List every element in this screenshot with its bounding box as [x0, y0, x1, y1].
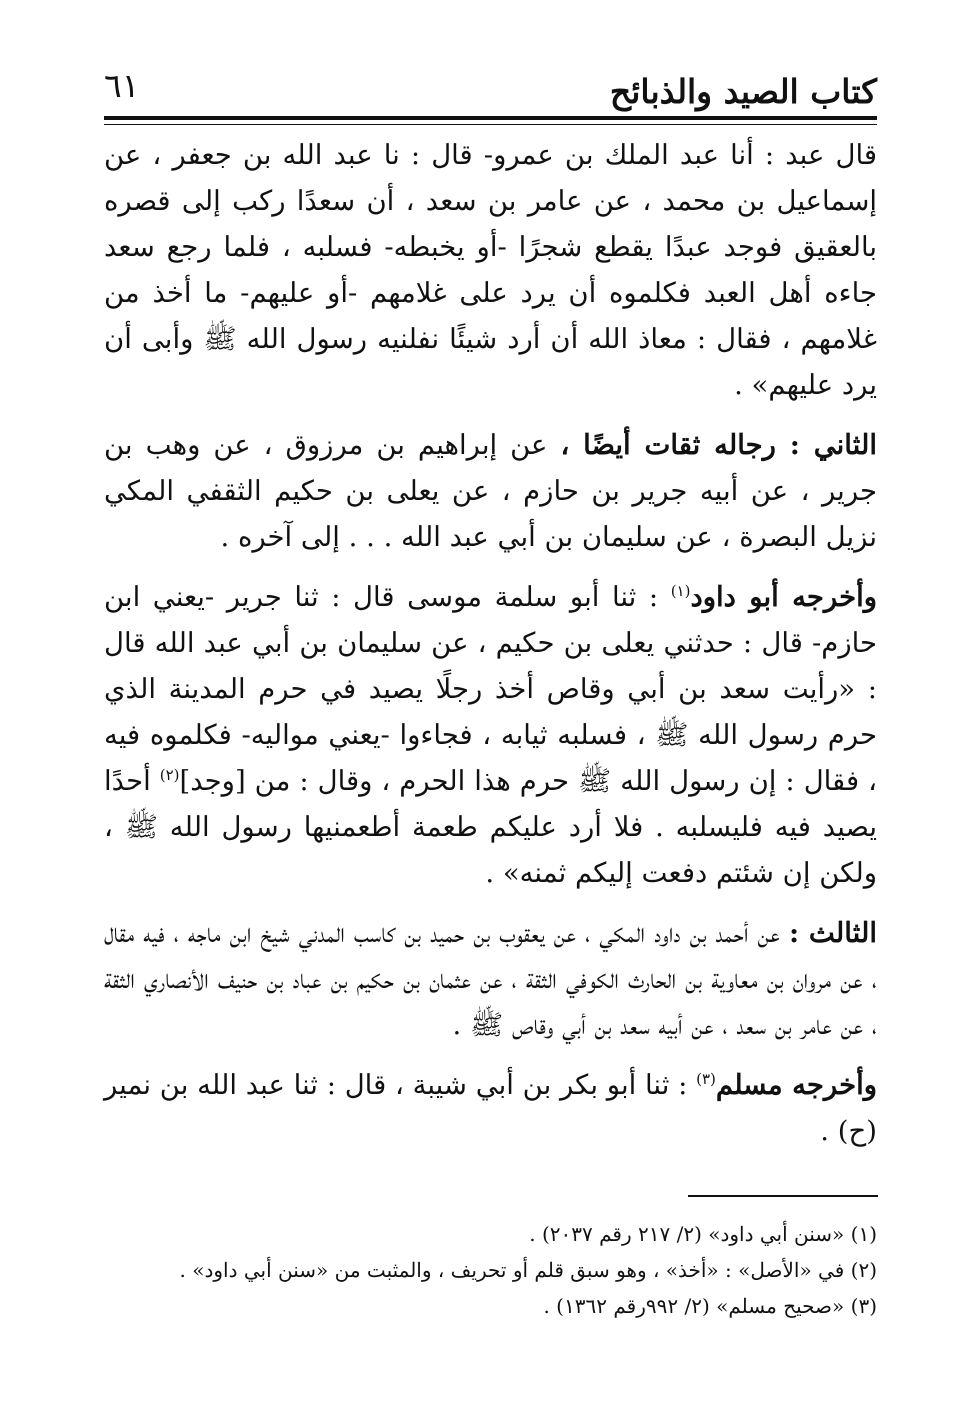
footnotes [104, 1216, 877, 1324]
footnote-ref-1[interactable]: (١) [670, 581, 691, 600]
paragraph-2-text: عن إبراهيم بن مرزوق ، عن وهب بن جرير ، عن أبيه جرير بن حازم ، عن يعلى بن حكيم الثقفي المكي نزيل البصرة ، عن سليمان بن أبي عبد الله . . . إلى آخره . [104, 429, 877, 553]
paragraph-4 [104, 910, 877, 1048]
paragraph-3-text-b: أحدًا يصيد فيه فليسلبه . فلا أرد عليكم طعمة أطعمنيها رسول الله ﷺ ، ولكن إن شئتم دفعت إليكم ثمنه» . [104, 765, 877, 889]
paragraph-5-lead: وأخرجه مسلم [715, 1069, 877, 1101]
footnote-1: (١) «سنن أبي داود» (٢/ ٢١٧ رقم ٢٠٣٧) . [529, 1222, 877, 1246]
header-rule-thick [104, 116, 877, 120]
paragraph-5 [104, 1062, 877, 1154]
footnote-2: (٢) في «الأصل» : «أخذ» ، وهو سبق قلم أو تحريف ، والمثبت من «سنن أبي داود» . [179, 1258, 877, 1282]
paragraph-3-text-a: : ثنا أبو سلمة موسى قال : ثنا جرير -يعني ابن حازم- قال : حدثني يعلى بن حكيم ، عن سليمان بن أبي عبد الله قال : «رأيت سعد بن أبي وقاص أخذ رجلًا يصيد في حرم المدينة الذي حرم رسول الله ﷺ ، فسلبه ثيابه ، فجاءوا -يعني مواليه- فكلموه فيه ، فقال : إن رسول الله ﷺ حرم هذا الحرم ، وقال : من [وجد] [104, 581, 877, 797]
paragraph-2 [104, 422, 877, 560]
paragraph-3-lead: وأخرجه أبو داود [690, 581, 877, 613]
running-title: كتاب الصيد والذبائح [609, 72, 877, 111]
paragraph-4-text: عن أحمد بن داود المكي ، عن يعقوب بن حميد بن كاسب المدني شيخ ابن ماجه ، فيه مقال ، عن مروان بن معاوية بن الحارث الكوفي الثقة ، عن عثمان بن حكيم بن عباد بن حنيف الأنصاري الثقة ، عن عامر بن سعد ، عن أبيه سعد بن أبي وقاص ﷺ . [104, 917, 877, 1041]
paragraph-5-text: : ثنا أبو بكر بن أبي شيبة ، قال : ثنا عبد الله بن نمير (ح) . [104, 1069, 877, 1147]
page-number: ٦١ [104, 66, 140, 105]
paragraph-1 [104, 132, 877, 408]
body-text [104, 132, 877, 1168]
paragraph-2-lead: الثاني : رجاله ثقات أيضًا ، [560, 429, 877, 461]
footnote-separator [688, 1195, 878, 1197]
footnote-ref-2[interactable]: (٢) [159, 765, 180, 784]
paragraph-3 [104, 574, 877, 896]
paragraph-1-text: قال عبد : أنا عبد الملك بن عمرو- قال : نا عبد الله بن جعفر ، عن إسماعيل بن محمد ، عن عامر بن سعد ، أن سعدًا ركب إلى قصره بالعقيق فوجد عبدًا يقطع شجرًا -أو يخبطه- فسلبه ، فلما رجع سعد جاءه أهل العبد فكلموه أن يرد على غلامهم -أو عليهم- ما أخذ من غلامهم ، فقال : معاذ الله أن أرد شيئًا نفلنيه رسول الله ﷺ وأبى أن يرد عليهم» . [104, 139, 877, 401]
footnote-3: (٣) «صحيح مسلم» (٢/ ٩٩٢رقم ١٣٦٢) . [543, 1294, 877, 1318]
footnote-ref-3[interactable]: (٣) [696, 1069, 716, 1088]
paragraph-4-lead: الثالث : [788, 917, 877, 949]
header-rule-thin [104, 124, 877, 125]
